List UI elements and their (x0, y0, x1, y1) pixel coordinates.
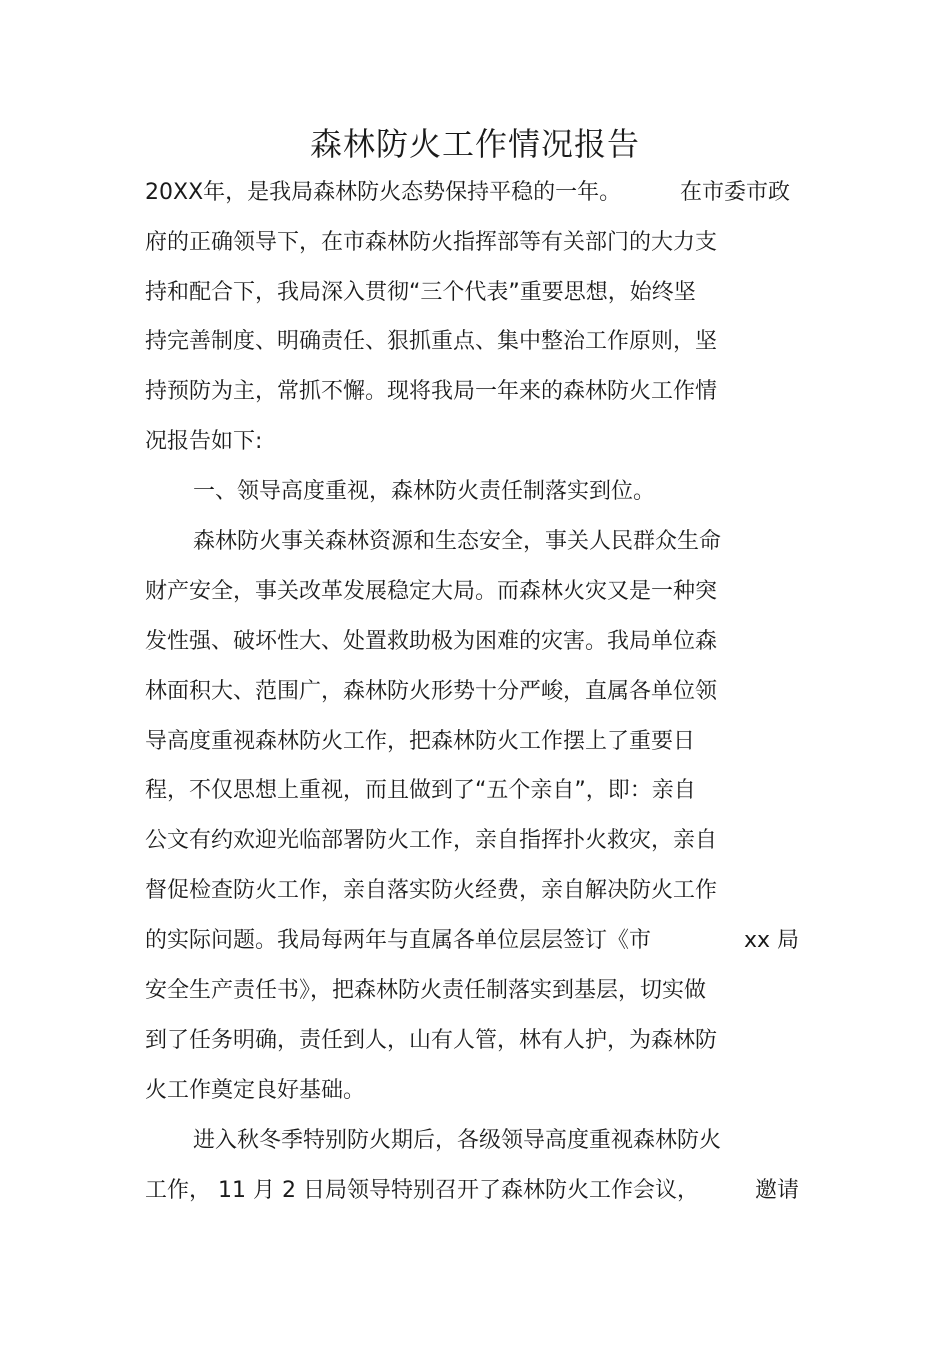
paragraph-line: 程，不仅思想上重视，而且做到了“五个亲自”，即：亲自 (145, 778, 696, 803)
paragraph-line: 导高度重视森林防火工作，把森林防火工作摆上了重要日 (145, 729, 696, 754)
paragraph-line: 持预防为主，常抓不懈。现将我局一年来的森林防火工作情 (145, 379, 718, 404)
paragraph-line: 持完善制度、明确责任、狠抓重点、集中整治工作原则，坚 (145, 329, 718, 354)
paragraph-line: 火工作奠定良好基础。 (145, 1078, 366, 1103)
paragraph-line-continuation: 邀请 (755, 1178, 800, 1203)
paragraph-line: 森林防火事关森林资源和生态安全，事关人民群众生命 (193, 529, 722, 554)
paragraph-line: 到了任务明确，责任到人，山有人管，林有人护，为森林防 (145, 1028, 718, 1053)
paragraph-line: 的实际问题。我局每两年与直属各单位层层签订《市 (145, 928, 652, 953)
paragraph-line: 林面积大、范围广，森林防火形势十分严峻，直属各单位领 (145, 679, 718, 704)
paragraph-line: 财产安全，事关改革发展稳定大局。而森林火灾又是一种突 (145, 579, 718, 604)
section-heading: 一、领导高度重视，森林防火责任制落实到位。 (193, 479, 656, 504)
paragraph-line: 20XX年，是我局森林防火态势保持平稳的一年。 (145, 180, 622, 205)
paragraph-line: 进入秋冬季特别防火期后，各级领导高度重视森林防火 (193, 1128, 722, 1153)
paragraph-line: 况报告如下: (145, 429, 263, 454)
paragraph-line-continuation: 在市委市政 (680, 180, 791, 205)
paragraph-line: 安全生产责任书》，把森林防火责任制落实到基层，切实做 (145, 978, 707, 1003)
paragraph-line: 工作， 11 月 2 日局领导特别召开了森林防火工作会议， (145, 1178, 699, 1203)
document-title: 森林防火工作情况报告 (309, 125, 640, 163)
paragraph-line: 发性强、破坏性大、处置救助极为困难的灾害。我局单位森 (145, 629, 718, 654)
paragraph-line: 督促检查防火工作，亲自落实防火经费，亲自解决防火工作 (145, 878, 718, 903)
paragraph-line: 府的正确领导下，在市森林防火指挥部等有关部门的大力支 (145, 230, 718, 255)
paragraph-line: 持和配合下，我局深入贯彻“三个代表”重要思想，始终坚 (145, 280, 696, 305)
paragraph-line-continuation: xx 局 (744, 928, 800, 953)
paragraph-line: 公文有约欢迎光临部署防火工作，亲自指挥扑火救灾，亲自 (145, 828, 718, 853)
